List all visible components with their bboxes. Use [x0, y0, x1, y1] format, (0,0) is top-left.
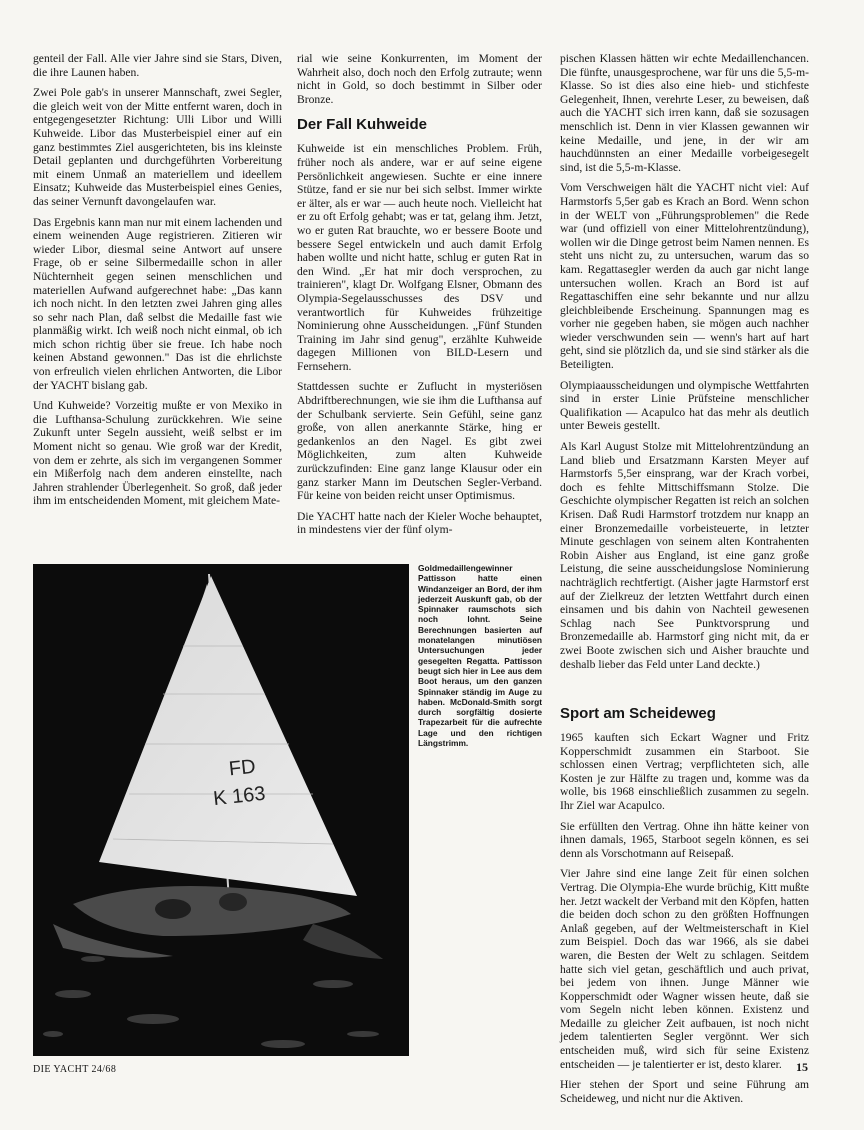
paragraph: Zwei Pole gab's in unserer Mannschaft, zwei Segler, die gleich weit von der Mitte entfernt waren, doch in entgegengesetzter Richtung: Ulli Libor und Willi Kuhweide. Libor das Musterbeispiel einer auf ein ganz bestimmtes Ziel ausgerichteten, bis ins kleinste Detail geplanten und durchgeführten Vorbereitung mit einem Unmaß an materiellem und ideellem Einsatz; Kuhweide das Musterbeispiel eines Genies, das seiner Vernunft davongelaufen war.: [33, 86, 282, 208]
sail-marking: FD: [227, 755, 257, 781]
article-column-3-lower: [560, 705, 809, 1112]
paragraph: Kuhweide ist ein menschliches Problem. Früh, früher noch als andere, war er auf seine eigene Persönlichkeit angewiesen. Suchte er eine innere Stütze, fand er sie nur bei sich selbst. Immer wirkte er älter, als er war — auch heute noch. Vielleicht hat er zu oft Erfolg gehabt; was er tat, gelang ihm. Jetzt, wo er guten Rat brauchte, wo er bessere Boote und bessere Segel entwickeln und auch damit Erfolg haben wollte und nicht hatte, schlug er guten Rat in den Wind. „Er hat mir doch versprochen, zu trainieren", klagt Dr. Wolfgang Elsner, Obmann des Olympia-Segelausschusses des DSV und verantwortlich für Kuhweides frühzeitige Nominierung ohne Ausscheidungen. „Fünf Stunden Training im Jahr sind genug", erzählte Kuhweide dagegen Millionen von BILD-Lesern und Fernsehern.: [297, 142, 542, 373]
paragraph: Als Karl August Stolze mit Mittelohrentzündung an Land blieb und Ersatzmann Karsten Meyer auf Harmstorfs 5,5er einsprang, war der Krach vorbei, doch es fehlte Mittschiffsmann Stolze. Die Geschichte olympischer Regatten ist reich an solchen Krisen. Daß Rudi Harmstorf trotzdem nur knapp an einer Bronzemedaille vorbeisteuerte, in letzter Minute geschlagen von seinem alten Kontrahenten Robin Aisher aus England, ist eine ganz große Leistung, die seine ausscheidungslose Nominierung nachträglich rechtfertigt. (Aisher jagte Harmstorf erst auf der Zielkreuz der letzten Wettfahrt durch einen einsamen und bis dahin von Nachteil gewesenen Schlag nach See Punktvorsprung und Bronzemedaille ab. Harmstorf ging nicht mit, da er zwei Boote zwischen sich und Aisher brauchte und deshalb lieber das Feld unter Land deckte.): [560, 440, 809, 671]
sailing-photo: [33, 564, 409, 1056]
paragraph: Vom Verschweigen hält die YACHT nicht viel: Auf Harmstorfs 5,5er gab es Krach an Bord. Wenn schon in der WELT von „Führungsproblemen" die Rede war (und offiziell von einer Mittelohrentzündung), wollen wir die Dinge getrost beim Namen nennen. Es steht uns nicht zu, zu untersuchen, warum das so kam. Regattasegler werden da auch gar nicht lange untersuchen wollen. Krach an Bord ist auf Regattaschiffen eine sehr bekannte und nur allzu gleichbleibende Erscheinung. Spannungen mag es vorher nie gegeben haben, sie mögen auch nachher wieder verschwunden sein — wenn's hart auf hart geht, sind sie plötzlich da, und sie sind stärker als die Beteiligten.: [560, 181, 809, 372]
paragraph: Und Kuhweide? Vorzeitig mußte er von Mexiko in die Lufthansa-Schulung zurückkehren. Wie seine Zukunft unter Segeln aussieht, weiß selbst er im Moment nicht so genau. Wie groß war der Kredit, von dem er zehrte, als sich im vergangenen Sommer ein Mißerfolg nach dem anderen einstellte, nach Jahren strahlender Überlegenheit. So groß, daß jeder ihm im entscheidenden Moment, mit gleichem Mate-: [33, 399, 282, 508]
sailboat-illustration: [33, 564, 409, 1056]
paragraph: Das Ergebnis kann man nur mit einem lachenden und einem weinenden Auge registrieren. Zitieren wir wieder Libor, diesmal seine Antwort auf unsere Frage, ob er seine Silbermedaille schon in aller Nüchternheit gegen seinen menschlichen und materiellen Aufwand aufgerechnet habe: „Das kann ich noch nicht. In den letzten zwei Jahren ging alles so sehr nach Plan, daß selbst die Medaille fast wie planmäßig wirkt. Ich weiß noch nicht einmal, ob ich mich schon richtig über sie freue. Ich habe noch keinen Abstand gewonnen." Das ist die ehrlichste von erfreulich vielen ehrlichen Antworten, die Libor der YACHT bislang gab.: [33, 215, 282, 392]
crew-figure: [155, 899, 191, 919]
magazine-issue: DIE YACHT 24/68: [33, 1064, 117, 1075]
paragraph: rial wie seine Konkurrenten, im Moment der Wahrheit also, doch noch den Erfolg zutraute; wenn nicht in Gold, so doch bestimmt in Silber oder Bronze.: [297, 52, 542, 106]
paragraph: Olympiaausscheidungen und olympische Wettfahrten sind in erster Linie Prüfsteine menschlicher Qualifikation — Acapulco hat das mehr als deutlich unter Beweis gestellt.: [560, 378, 809, 433]
paragraph: Sie erfüllten den Vertrag. Ohne ihn hätte keiner von ihnen damals, 1965, Starboot segeln können, es sei denn als Vorschotmann auf Reisepaß.: [560, 819, 809, 860]
article-column-2: [297, 52, 542, 544]
section-heading: Der Fall Kuhweide: [297, 116, 428, 134]
paragraph: 1965 kauften sich Eckart Wagner und Fritz Kopperschmidt zusammen ein Starboot. Sie schlossen einen Vertrag; verpflichteten sich, alle Kosten je zur Hälfte zu tragen und, komme was da wolle, bis 1968 einschließlich zusammen zu segeln. Ihr Ziel war Acapulco.: [560, 731, 809, 812]
photo-caption: Goldmedaillengewinner Pattisson hatte einen Windanzeiger an Bord, der ihm jederzeit Auskunft gab, ob der Spinnaker raumschots sich noch lohnt. Seine Berechnungen basierten auf monatelangen minutiösen Untersuchungen jeder gesegelten Regatta. Pattisson beugt sich hier in Lee aus dem Boot heraus, um den ganzen Spinnaker ständig im Auge zu haben. McDonald-Smith sorgt durch sorgfältig dosierte Trapezarbeit für die aufrechte Lage und den richtigen Längstrimm.: [418, 563, 542, 749]
section-heading: Sport am Scheideweg: [560, 705, 716, 722]
article-column-1: [33, 52, 282, 515]
page-number: 15: [796, 1060, 808, 1074]
crew-figure: [219, 893, 247, 911]
paragraph: Vier Jahre sind eine lange Zeit für einen solchen Vertrag. Die Olympia-Ehe wurde brüchig, Kitt mußte her. Jetzt wackelt der Verband mit den Köpfen, hatten die beiden doch schon zu den größten Hoffnungen Anlaß gegeben, auf der Weltmeisterschaft in Kiel zum Beispiel. Doch das war 1966, als sie dabei waren, die Besten der Welt zu schlagen. Seitdem hatte sich viel getan, geschäftlich und auch privat, bei jedem von ihnen. Junge Männer wie Kopperschmidt oder Wagner wissen heute, daß sie vom Segeln nicht leben können. Existenz und Medaille zu gleicher Zeit aufbauen, ist noch nicht jedem talentierten Segler vergönnt. Wer sich entscheiden muß, wird sich für seine Existenz entscheiden — je talentierter er ist, desto klarer.: [560, 867, 809, 1071]
paragraph: genteil der Fall. Alle vier Jahre sind sie Stars, Diven, die ihre Launen haben.: [33, 52, 282, 79]
sail-marking: K 163: [212, 782, 267, 811]
paragraph: Stattdessen suchte er Zuflucht in mysteriösen Abdriftberechnungen, wie sie ihm die Lufthansa auf der Schulbank servierte. Sein Gefühl, seine ganz große, von allen anerkannte Stärke, hing er gedankenlos an den Nagel. Es gibt zwei Möglichkeiten, zum alten Kuhweide zurückzufinden: Eine ganz lange Klausur oder ein ganz starker Mann im Deutschen Segler-Verband. Für keine von beiden reicht unser Optimismus.: [297, 380, 542, 503]
paragraph: Hier stehen der Sport und seine Führung am Scheideweg, und nicht nur die Aktiven.: [560, 1078, 809, 1105]
paragraph: pischen Klassen hätten wir echte Medaillenchancen. Die fünfte, unausgesprochene, war für uns die 5,5-m-Klasse. So ist dies also eine hieb- und stichfeste Gelegenheit, Ihnen, verehrte Leser, zu beweisen, daß auch die YACHT sich irren kann, daß sie sozusagen menschlich ist. Denn in vier Klassen gewannen wir keine Medaille, und jene, in der wir am hauchdünnsten an einer Medaille vorbeigesegelt sind, ist die 5,5-m-Klasse.: [560, 52, 809, 174]
article-column-3: [560, 52, 809, 678]
paragraph: Die YACHT hatte nach der Kieler Woche behauptet, in mindestens vier der fünf olym-: [297, 509, 542, 537]
